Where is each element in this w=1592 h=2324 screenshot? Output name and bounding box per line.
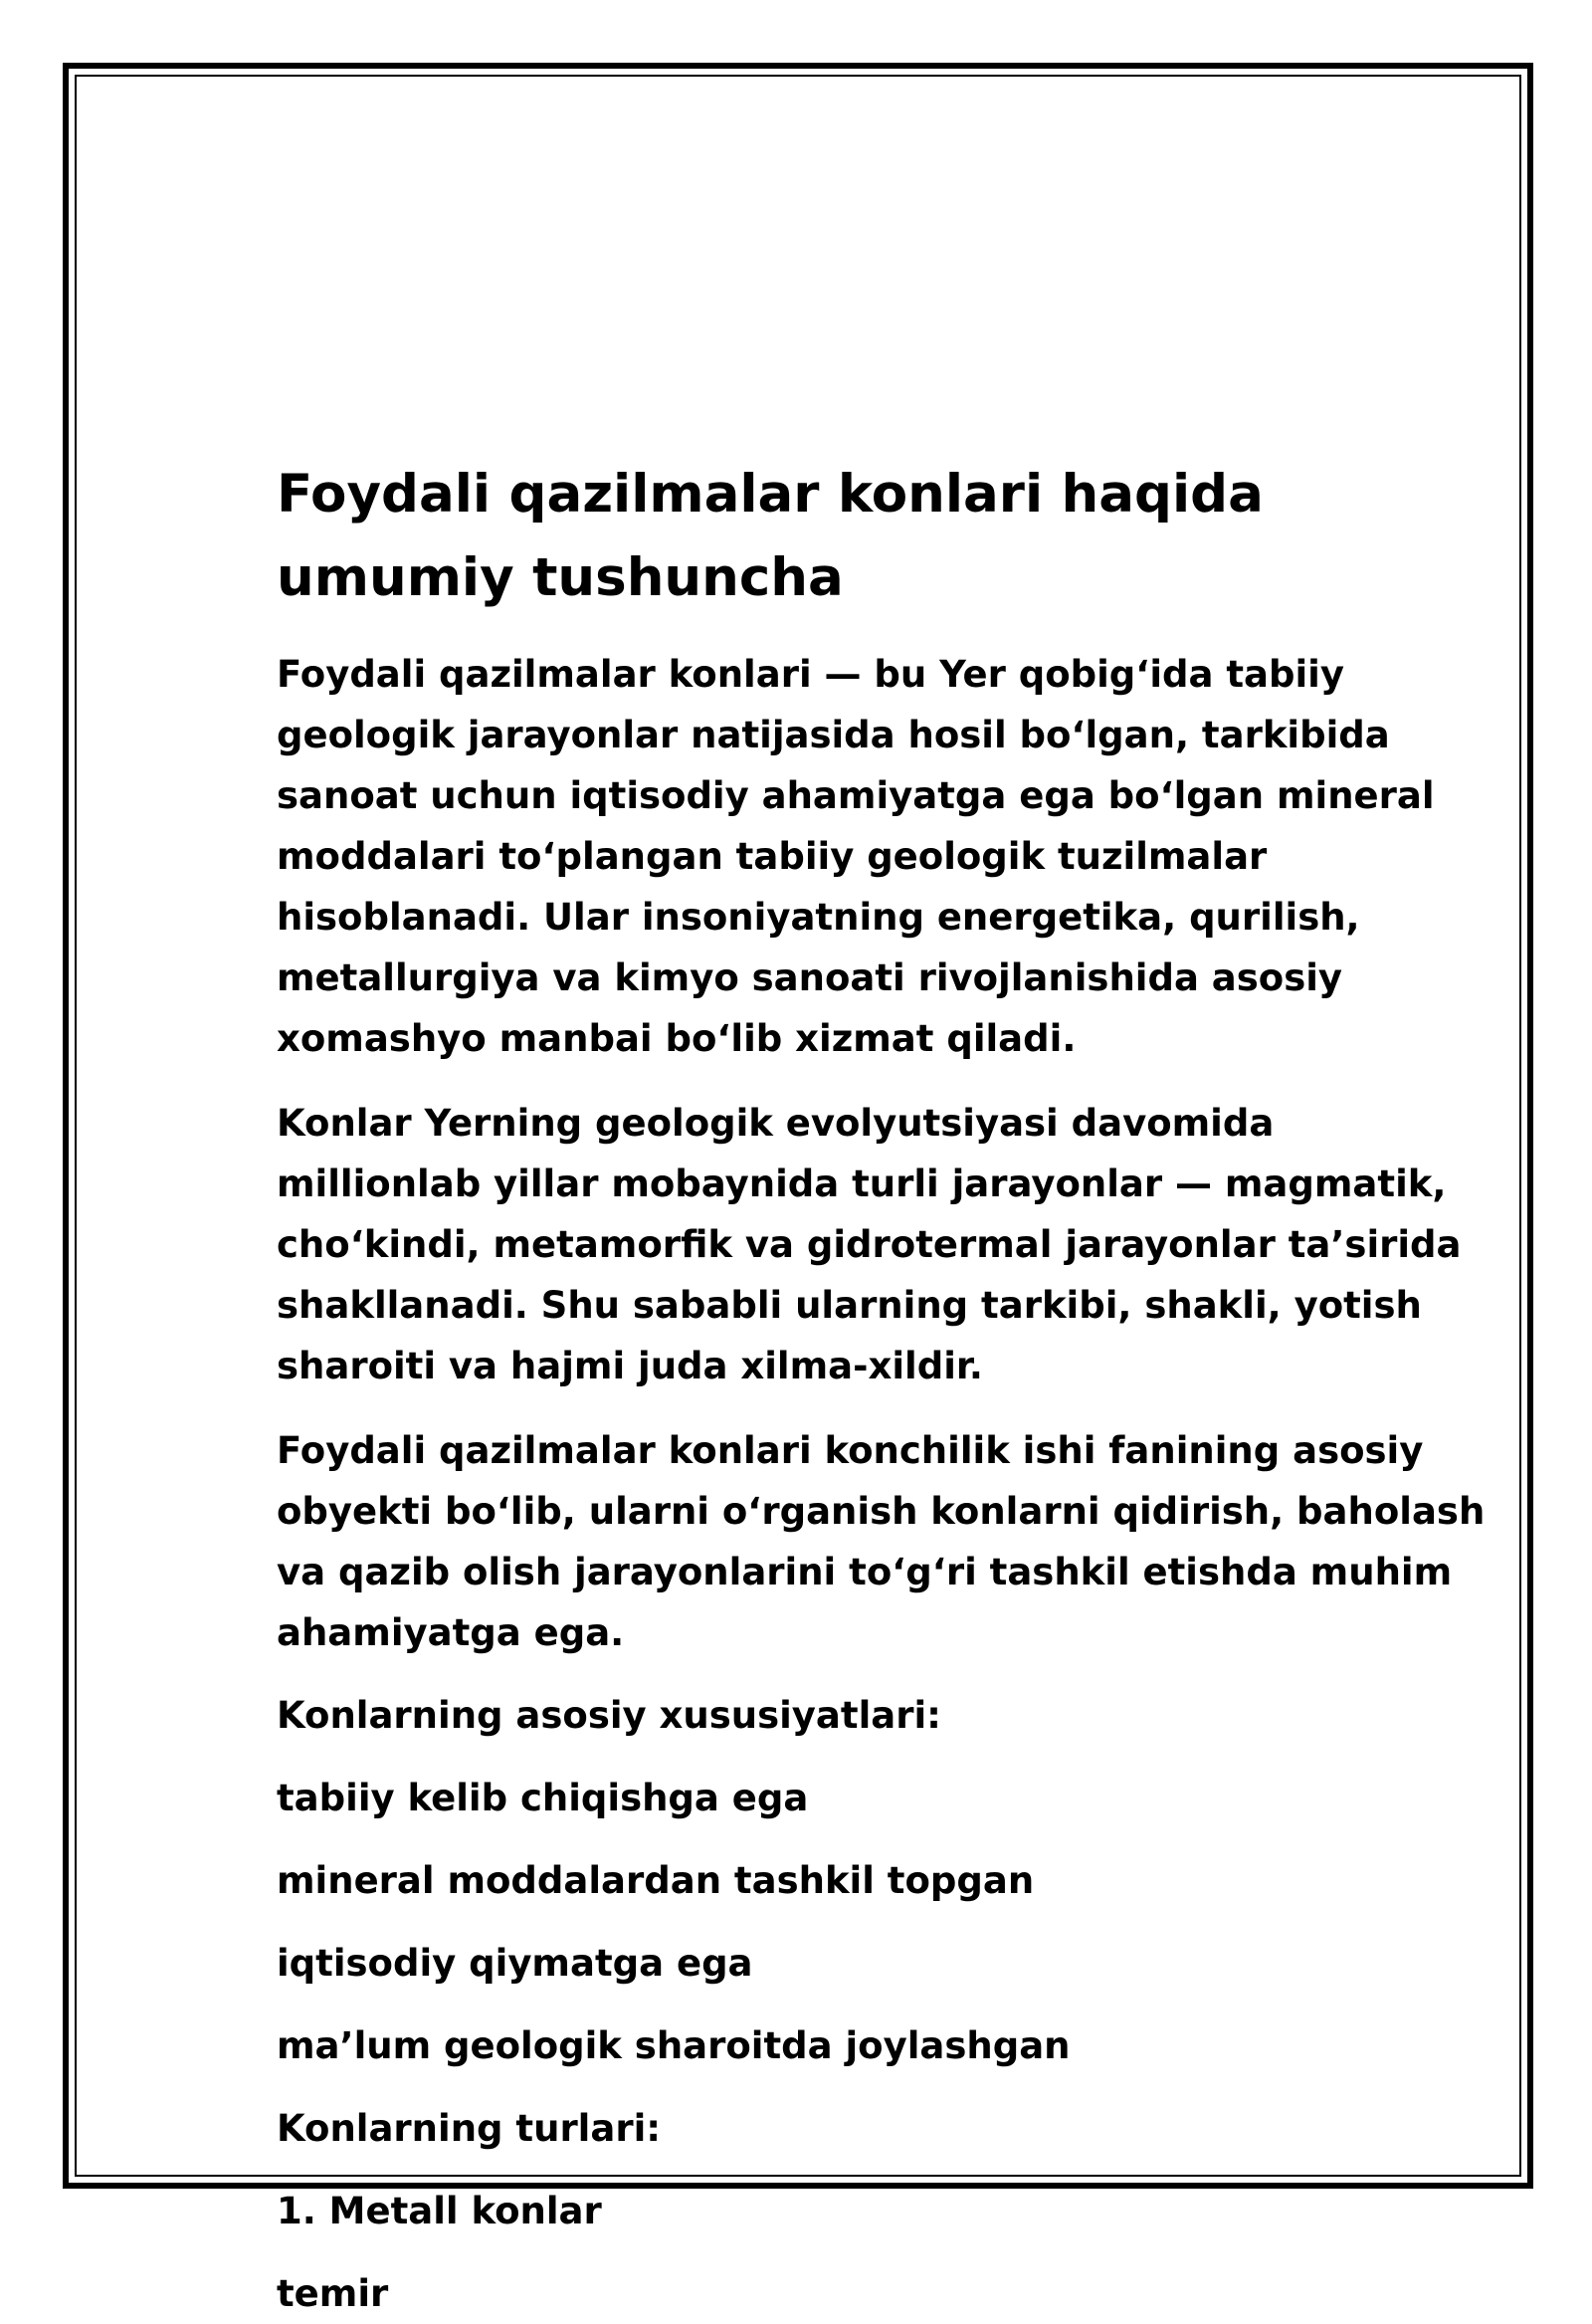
document-title: Foydali qazilmalar konlari haqida umumiy tushuncha	[277, 464, 1264, 608]
paragraph-definition: Foydali qazilmalar konlari — bu Yer qobig‘ida tabiiy geologik jarayonlar natijasida hosil bo‘lgan, tarkibida sanoat uchun iqtisodiy ahamiyatga ega bo‘lgan mineral moddalari to‘plangan tabiiy geologik tuzilmalar hisoblanadi. Ular insoniyatning energetika, qurilish, metallurgiya va kimyo sanoati rivojlanishida asosiy xomashyo manbai bo‘lib xizmat qiladi.	[277, 653, 1435, 1060]
features-heading: Konlarning asosiy xususiyatlari:	[277, 1694, 941, 1737]
types-heading: Konlarning turlari:	[277, 2107, 662, 2150]
paragraph-importance: Foydali qazilmalar konlari konchilik ishi fanining asosiy obyekti bo‘lib, ularni o‘rganish konlarni qidirish, baholash va qazib olish jarayonlarini to‘g‘ri tashkil etishda muhim ahamiyatga ega.	[277, 1429, 1486, 1654]
feature-item: iqtisodiy qiymatga ega	[277, 1942, 753, 1985]
feature-item: mineral moddalardan tashkil topgan	[277, 1859, 1035, 1902]
document-body	[277, 453, 1491, 2324]
paragraph-formation: Konlar Yerning geologik evolyutsiyasi davomida millionlab yillar mobaynida turli jarayonlar — magmatik, cho‘kindi, metamorfik va gidrotermal jarayonlar ta’sirida shakllanadi. Shu sababli ularning tarkibi, shakli, yotish sharoiti va hajmi juda xilma-xildir.	[277, 1102, 1462, 1387]
feature-item: tabiiy kelib chiqishga ega	[277, 1777, 809, 1819]
types-item-metal: 1. Metall konlar	[277, 2190, 602, 2232]
types-subitem-iron: temir	[277, 2272, 389, 2315]
feature-item: ma’lum geologik sharoitda joylashgan	[277, 2024, 1071, 2067]
